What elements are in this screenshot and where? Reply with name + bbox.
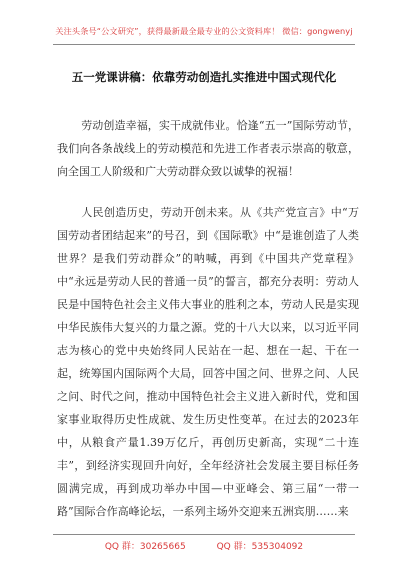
footer-contacts (0, 539, 408, 552)
header-divider (53, 44, 355, 45)
promo-banner: 关注头条号“公文研究”，获得最新最全最专业的公文资料库！ 微信：gongwenyj (55, 26, 353, 36)
qq-group-1: QQ 群：30265665 (104, 542, 186, 552)
document-body (57, 114, 359, 523)
paragraph-intro: 劳动创造幸福，实干成就伟业。恰逢“五一”国际劳动节，我们向各条战线上的劳动模范和先进工作者表示崇高的敬意，向全国工人阶级和广大劳动群众致以诚挚的祝福！ (57, 119, 359, 178)
paragraph-main: 人民创造历史，劳动开创未来。从《共产党宣言》中“万国劳动者团结起来”的号召，到《国际歌》中“是谁创造了人类世界？是我们劳动群众”的呐喊，再到《中国共产党章程》中“永远是劳动人民的普通一员”的誓言，都充分表明：劳动人民是中国特色社会主义伟大事业的胜利之本，劳动人民是实现中华民族伟大复兴的力量之源。党的十八大以来，以习近平同志为核心的党中央始终同人民站在一起、想在一起、干在一起，统筹国内国际两个大局，回答中国之问、世界之问、人民之问、时代之问，推动中国特色社会主义进入新时代，党和国家事业取得历史性成就、发生历史性变革。在过去的2023年中，从粮食产量1.39万亿斤，再创历史新高，实现“二十连丰”，到经济实现回升向好，全年经济社会发展主要目标任务圆满完成，再到成功举办中国—中亚峰会、第三届“一带一路”国际合作高峰论坛，一系列主场外交迎来五洲宾朋……来 (57, 206, 359, 518)
qq-group-2: QQ 群：535304092 (216, 542, 304, 552)
footer-divider (53, 534, 355, 535)
document-title: 五一党课讲稿：依靠劳动创造扎实推进中国式现代化 (71, 70, 337, 84)
